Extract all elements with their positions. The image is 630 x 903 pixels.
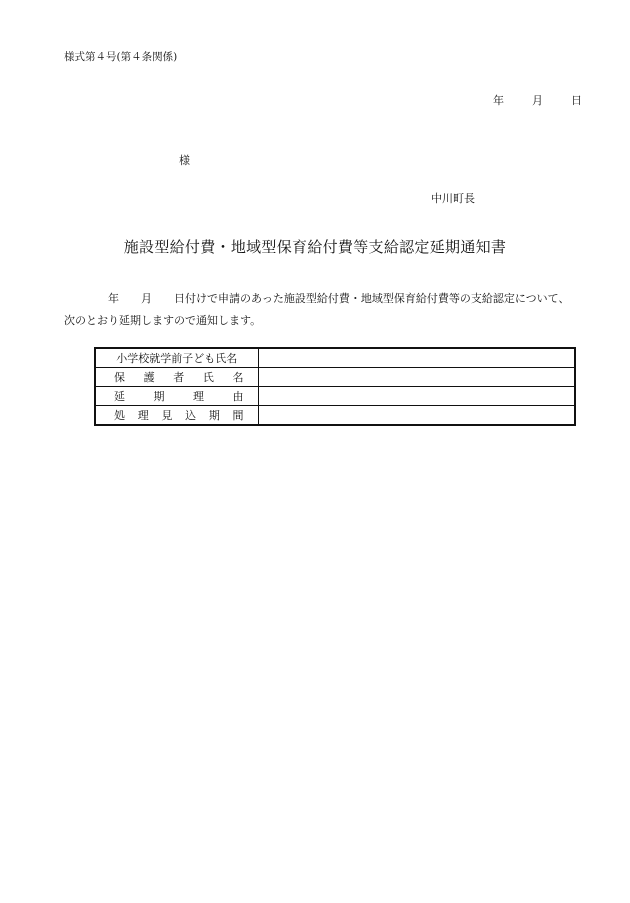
table-row <box>95 387 575 406</box>
row-label-delay-reason: 延期理由 <box>95 387 258 406</box>
body-text-line-2: 次のとおり延期しますので通知します。 <box>64 314 262 327</box>
row-value-guardian-name[interactable] <box>258 368 575 387</box>
date-year-label: 年 <box>493 94 504 107</box>
row-value-child-name[interactable] <box>258 348 575 368</box>
sender-name: 中川町長 <box>431 192 475 205</box>
row-value-processing-period[interactable] <box>258 406 575 426</box>
table-row <box>95 348 575 368</box>
date-month-label: 月 <box>532 94 543 107</box>
issue-date <box>493 92 582 108</box>
body-text-line-1: 日付けで申請のあった施設型給付費・地域型保育給付費等の支給認定について、 <box>174 292 570 305</box>
table-row <box>95 406 575 426</box>
table-row <box>95 368 575 387</box>
notice-body <box>64 288 594 332</box>
row-value-delay-reason[interactable] <box>258 387 575 406</box>
row-label-guardian-name: 保護者氏名 <box>95 368 258 387</box>
details-table <box>94 347 576 426</box>
row-label-child-name: 小学校就学前子ども氏名 <box>95 348 258 368</box>
form-number: 様式第４号(第４条関係) <box>64 51 178 63</box>
date-day-label: 日 <box>571 94 582 107</box>
row-label-processing-period: 処理見込期間 <box>95 406 258 426</box>
body-month-label: 月 <box>141 292 152 305</box>
recipient-suffix: 様 <box>179 154 190 167</box>
body-year-label: 年 <box>108 292 119 305</box>
document-title: 施設型給付費・地域型保育給付費等支給認定延期通知書 <box>123 238 507 256</box>
